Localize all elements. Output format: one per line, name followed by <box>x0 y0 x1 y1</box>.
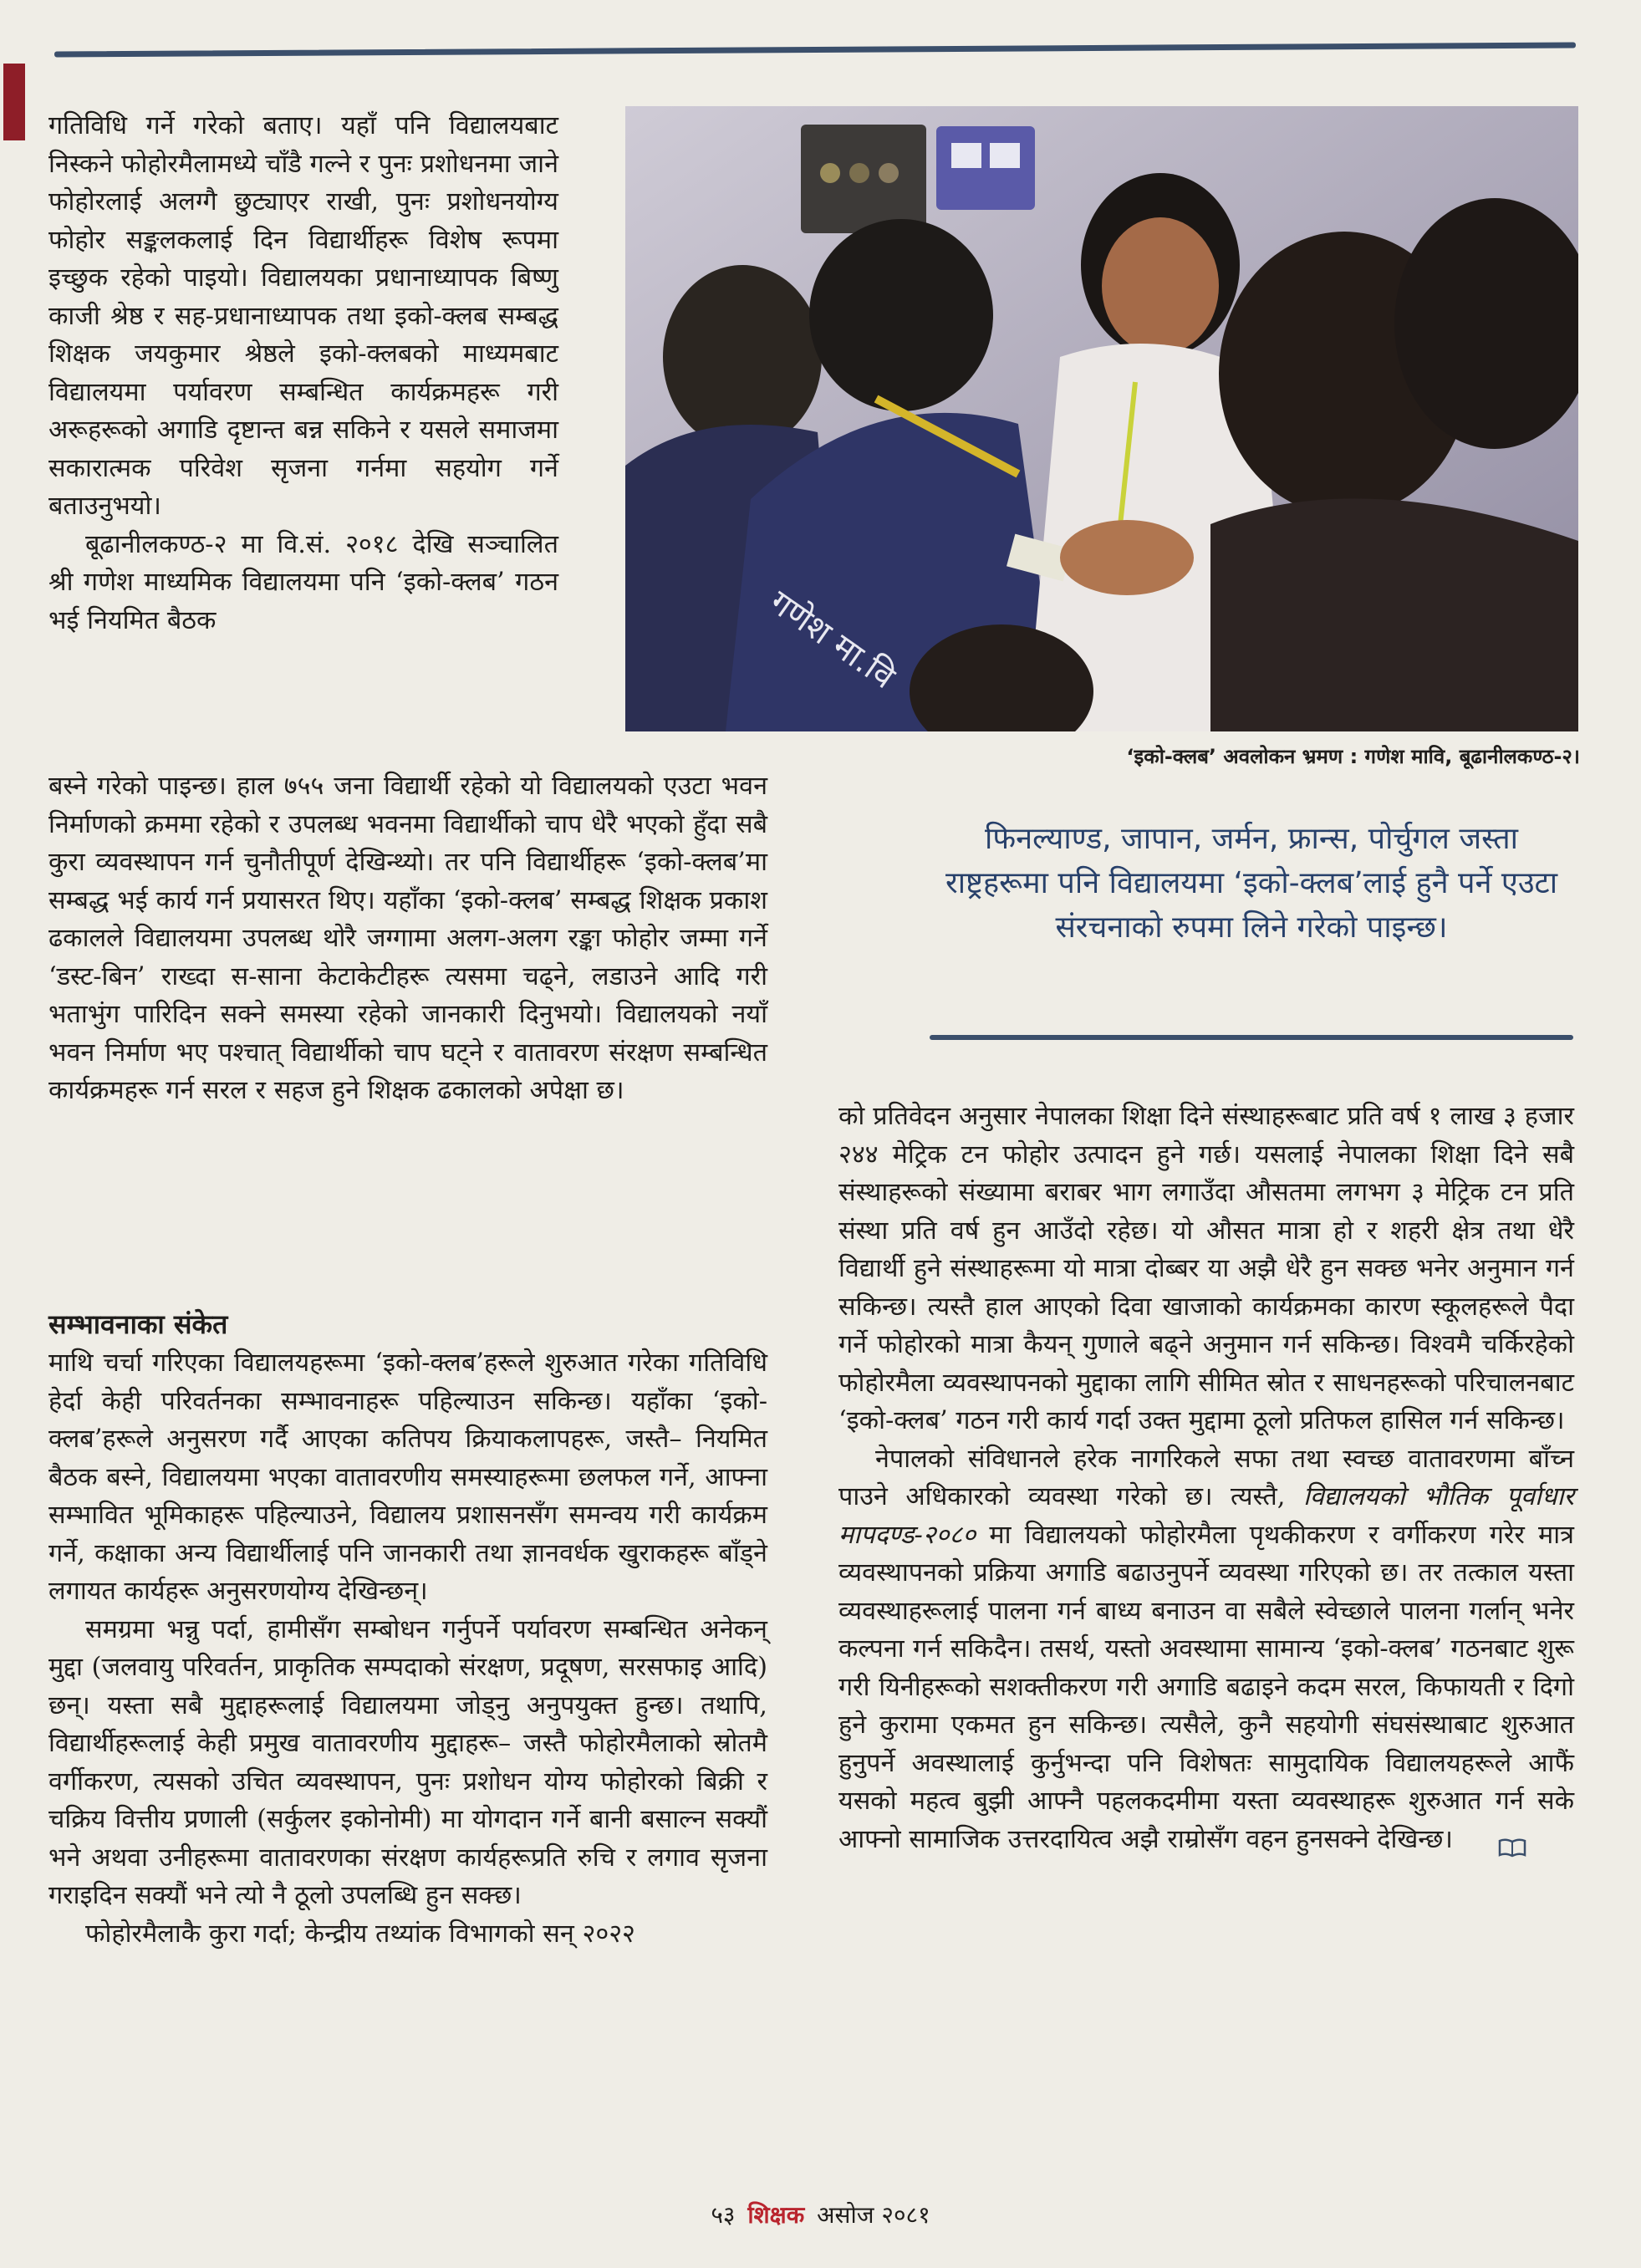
book-icon <box>1461 1831 1490 1851</box>
page-footer <box>0 2199 1641 2230</box>
page-tab-marker <box>3 64 25 140</box>
document-title-italic: विद्यालयको भौतिक पूर्वाधार मापदण्ड-२०८० <box>838 1482 1575 1550</box>
section-heading: सम्भावनाका संकेत <box>48 1308 228 1340</box>
paragraph-text: मा विद्यालयको फोहोरमैला पृथकीकरण र वर्गीकरण गरेर मात्र व्यवस्थापनको प्रक्रिया अगाडि बढाउनुपर्ने व्यवस्था गरिएको छ। तर तत्काल यस्ता व्यवस्थाहरूलाई पालना गर्न बाध्य बनाउन वा सबैले स्वेच्छाले पालना गर्लान् भनेर कल्पना गर्न सकिदैन। तसर्थ, यस्तो अवस्थामा सामान्य ‘इको-क्लब’ गठनबाट शुरू गरी यिनीहरूको सशक्तीकरण गरी अगाडि बढाइने कदम सरल, किफायती र दिगो हुने कुरामा एकमत हुन सकिन्छ। त्यसैले, कुनै सहयोगी संघसंस्थाबाट शुरुआत हुनुपर्ने अवस्थालाई कुर्नुभन्दा पनि विशेषतः सामुदायिक विद्यालयहरूले आफैं यसको महत्व बुझी आफ्नै पहलकदमीमा यस्ता व्यवस्थाहरू शुरुआत गर्न सके आफ्नो सामाजिक उत्तरदायित्व अझै राम्रोसँग वहन हुनसक्ने देखिन्छ। <box>838 1520 1574 1854</box>
page-number: ५३ <box>711 2201 736 2229</box>
photo-illustration <box>625 106 1578 731</box>
column-2 <box>838 1098 1574 1858</box>
paragraph: माथि चर्चा गरिएका विद्यालयहरूमा ‘इको-क्लब’हरूले शुरुआत गरेका गतिविधि हेर्दा केही परिवर्तनका सम्भावनाहरू पहिल्याउन सकिन्छ। यहाँका ‘इको-क्लब’हरूले अनुसरण गर्दै आएका कतिपय क्रियाकलापहरू, जस्तै– नियमित बैठक बस्ने, विद्यालयमा भएका वातावरणीय समस्याहरूमा छलफल गर्ने, आफ्ना सम्भावित भूमिकाहरू पहिल्याउने, विद्यालय प्रशासनसँग समन्वय गरी कार्यक्रम गर्ने, कक्षाका अन्य विद्यार्थीलाई पनि जानकारी तथा ज्ञानवर्धक खुराकहरू बाँड्ने लगायत कार्यहरू अनुसरणयोग्य देखिन्छन्। <box>48 1348 767 1606</box>
pull-quote-rule <box>930 1035 1573 1040</box>
column-1-section <box>48 1344 767 1953</box>
paragraph: फोहोरमैलाकै कुरा गर्दा; केन्द्रीय तथ्यांक विभागको सन् २०२२ <box>85 1919 635 1949</box>
pull-quote: फिनल्याण्ड, जापान, जर्मन, फ्रान्स, पोर्चुगल जस्ता राष्ट्रहरूमा पनि विद्यालयमा ‘इको-क्लब’लाई हुनै पर्ने एउटा संरचनाको रुपमा लिने गरेको पाइन्छ। <box>945 822 1558 945</box>
column-1-continuation <box>48 767 767 1110</box>
top-rule <box>54 42 1576 57</box>
paragraph: गतिविधि गर्ने गरेको बताए। यहाँ पनि विद्यालयबाट निस्कने फोहोरमैलामध्ये चाँडै गल्ने र पुनः प्रशोधनमा जाने फोहोरलाई अलग्गै छुट्याएर राखी, पुनः प्रशोधनयोग्य फोहोर सङ्कलकलाई दिन विद्यार्थीहरू विशेष रूपमा इच्छुक रहेको पाइयो। विद्यालयका प्रधानाध्यापक बिष्णु काजी श्रेष्ठ र सह-प्रधानाध्यापक तथा इको-क्लब सम्बद्ध शिक्षक जयकुमार श्रेष्ठले इको-क्लबको माध्यमबाट विद्यालयमा पर्यावरण सम्बन्धित कार्यक्रमहरू गरी अरूहरूको अगाडि दृष्टान्त बन्न सकिने र यसले समाजमा सकारात्मक परिवेश सृजना गर्नमा सहयोग गर्ने बताउनुभयो। <box>48 111 558 521</box>
issue-date: असोज २०८१ <box>817 2201 930 2229</box>
column-1-upper <box>48 107 558 640</box>
photo-caption: ‘इको-क्लब’ अवलोकन भ्रमण : गणेश मावि, बूढानीलकण्ठ-२। <box>1126 745 1580 768</box>
eco-club-photo <box>625 106 1578 731</box>
paragraph: को प्रतिवेदन अनुसार नेपालका शिक्षा दिने संस्थाहरूबाट प्रति वर्ष १ लाख ३ हजार २४४ मेट्रिक टन फोहोर उत्पादन हुने गर्छ। यसलाई नेपालका शिक्षा दिने सबै संस्थाहरूको संख्यामा बराबर भाग लगाउँदा औसतमा लगभग ३ मेट्रिक टन प्रति संस्था प्रति वर्ष हुन आउँदो रहेछ। यो औसत मात्रा हो र शहरी क्षेत्र तथा धेरै विद्यार्थी हुने संस्थाहरूमा यो मात्रा दोब्बर या अझै धेरै हुन सक्छ भनेर अनुमान गर्न सकिन्छ। त्यस्तै हाल आएको दिवा खाजाको कार्यक्रमका कारण स्कूलहरूले पैदा गर्ने फोहोरको मात्रा कैयन् गुणाले बढ्ने अनुमान गर्न सकिन्छ। विश्वमै चर्किरहेको फोहोरमैला व्यवस्थापनको मुद्दाका लागि सीमित स्रोत र साधनहरूको परिचालनबाट ‘इको-क्लब’ गठन गरी कार्य गर्दा उक्त मुद्दामा ठूलो प्रतिफल हासिल गर्न सकिन्छ। <box>838 1102 1574 1435</box>
magazine-brand: शिक्षक <box>747 2201 805 2229</box>
paragraph: समग्रमा भन्नु पर्दा, हामीसँग सम्बोधन गर्नुपर्ने पर्यावरण सम्बन्धित अनेकन् मुद्दा (जलवायु परिवर्तन, प्राकृतिक सम्पदाको संरक्षण, प्रदूषण, सरसफाइ आदि) छन्। यस्ता सबै मुद्दाहरूलाई विद्यालयमा जोड्नु अनुपयुक्त हुन्छ। तथापि, विद्यार्थीहरूलाई केही प्रमुख वातावरणीय मुद्दाहरू– जस्तै फोहोरमैलाको स्रोतमै वर्गीकरण, त्यसको उचित व्यवस्थापन, पुनः प्रशोधन योग्य फोहोरको बिक्री र चक्रिय वित्तीय प्रणाली (सर्कुलर इकोनोमी) मा योगदान गर्ने बानी बसाल्न सक्यौं भने अथवा उनीहरूमा वातावरणका संरक्षण कार्यहरूप्रति रुचि र लगाव सृजना गराइदिन सक्यौं भने त्यो नै ठूलो उपलब्धि हुन सक्छ। <box>48 1614 767 1910</box>
paragraph: बूढानीलकण्ठ-२ मा वि.सं. २०१८ देखि सञ्चालित श्री गणेश माध्यमिक विद्यालयमा पनि ‘इको-क्लब’ गठन भई नियमित बैठक <box>48 529 558 635</box>
paragraph <box>838 1440 1574 1859</box>
paragraph: बस्ने गरेको पाइन्छ। हाल ७५५ जना विद्यार्थी रहेको यो विद्यालयको एउटा भवन निर्माणको क्रममा रहेको र उपलब्ध भवनमा विद्यार्थीको चाप धेरै भएको हुँदा सबै कुरा व्यवस्थापन गर्न चुनौतीपूर्ण देखिन्थ्यो। तर पनि विद्यार्थीहरू ‘इको-क्लब’मा सम्बद्ध भई कार्य गर्न प्रयासरत थिए। यहाँका ‘इको-क्लब’ सम्बद्ध शिक्षक प्रकाश ढकालले विद्यालयमा उपलब्ध थोरै जग्गामा अलग-अलग रङ्का फोहोर जम्मा गर्ने ‘डस्ट-बिन’ राख्दा स-साना केटाकेटीहरू त्यसमा चढ्ने, लडाउने आदि गरी भताभुंग पारिदिन सक्ने समस्या रहेको जानकारी दिनुभयो। विद्यालयको नयाँ भवन निर्माण भए पश्चात् विद्यार्थीको चाप घट्ने र वातावरण संरक्षण सम्बन्धित कार्यक्रमहरू गर्न सरल र सहज हुने शिक्षक ढकालको अपेक्षा छ। <box>48 772 767 1105</box>
paragraph-text: नेपालको संविधानले हरेक नागरिकले सफा तथा स्वच्छ वातावरणमा बाँच्न पाउने अधिकारको व्यवस्था गरेको छ। त्यस्तै, <box>838 1444 1574 1511</box>
svg-text:गणेश मा.वि: गणेश मा.वि <box>762 583 902 697</box>
